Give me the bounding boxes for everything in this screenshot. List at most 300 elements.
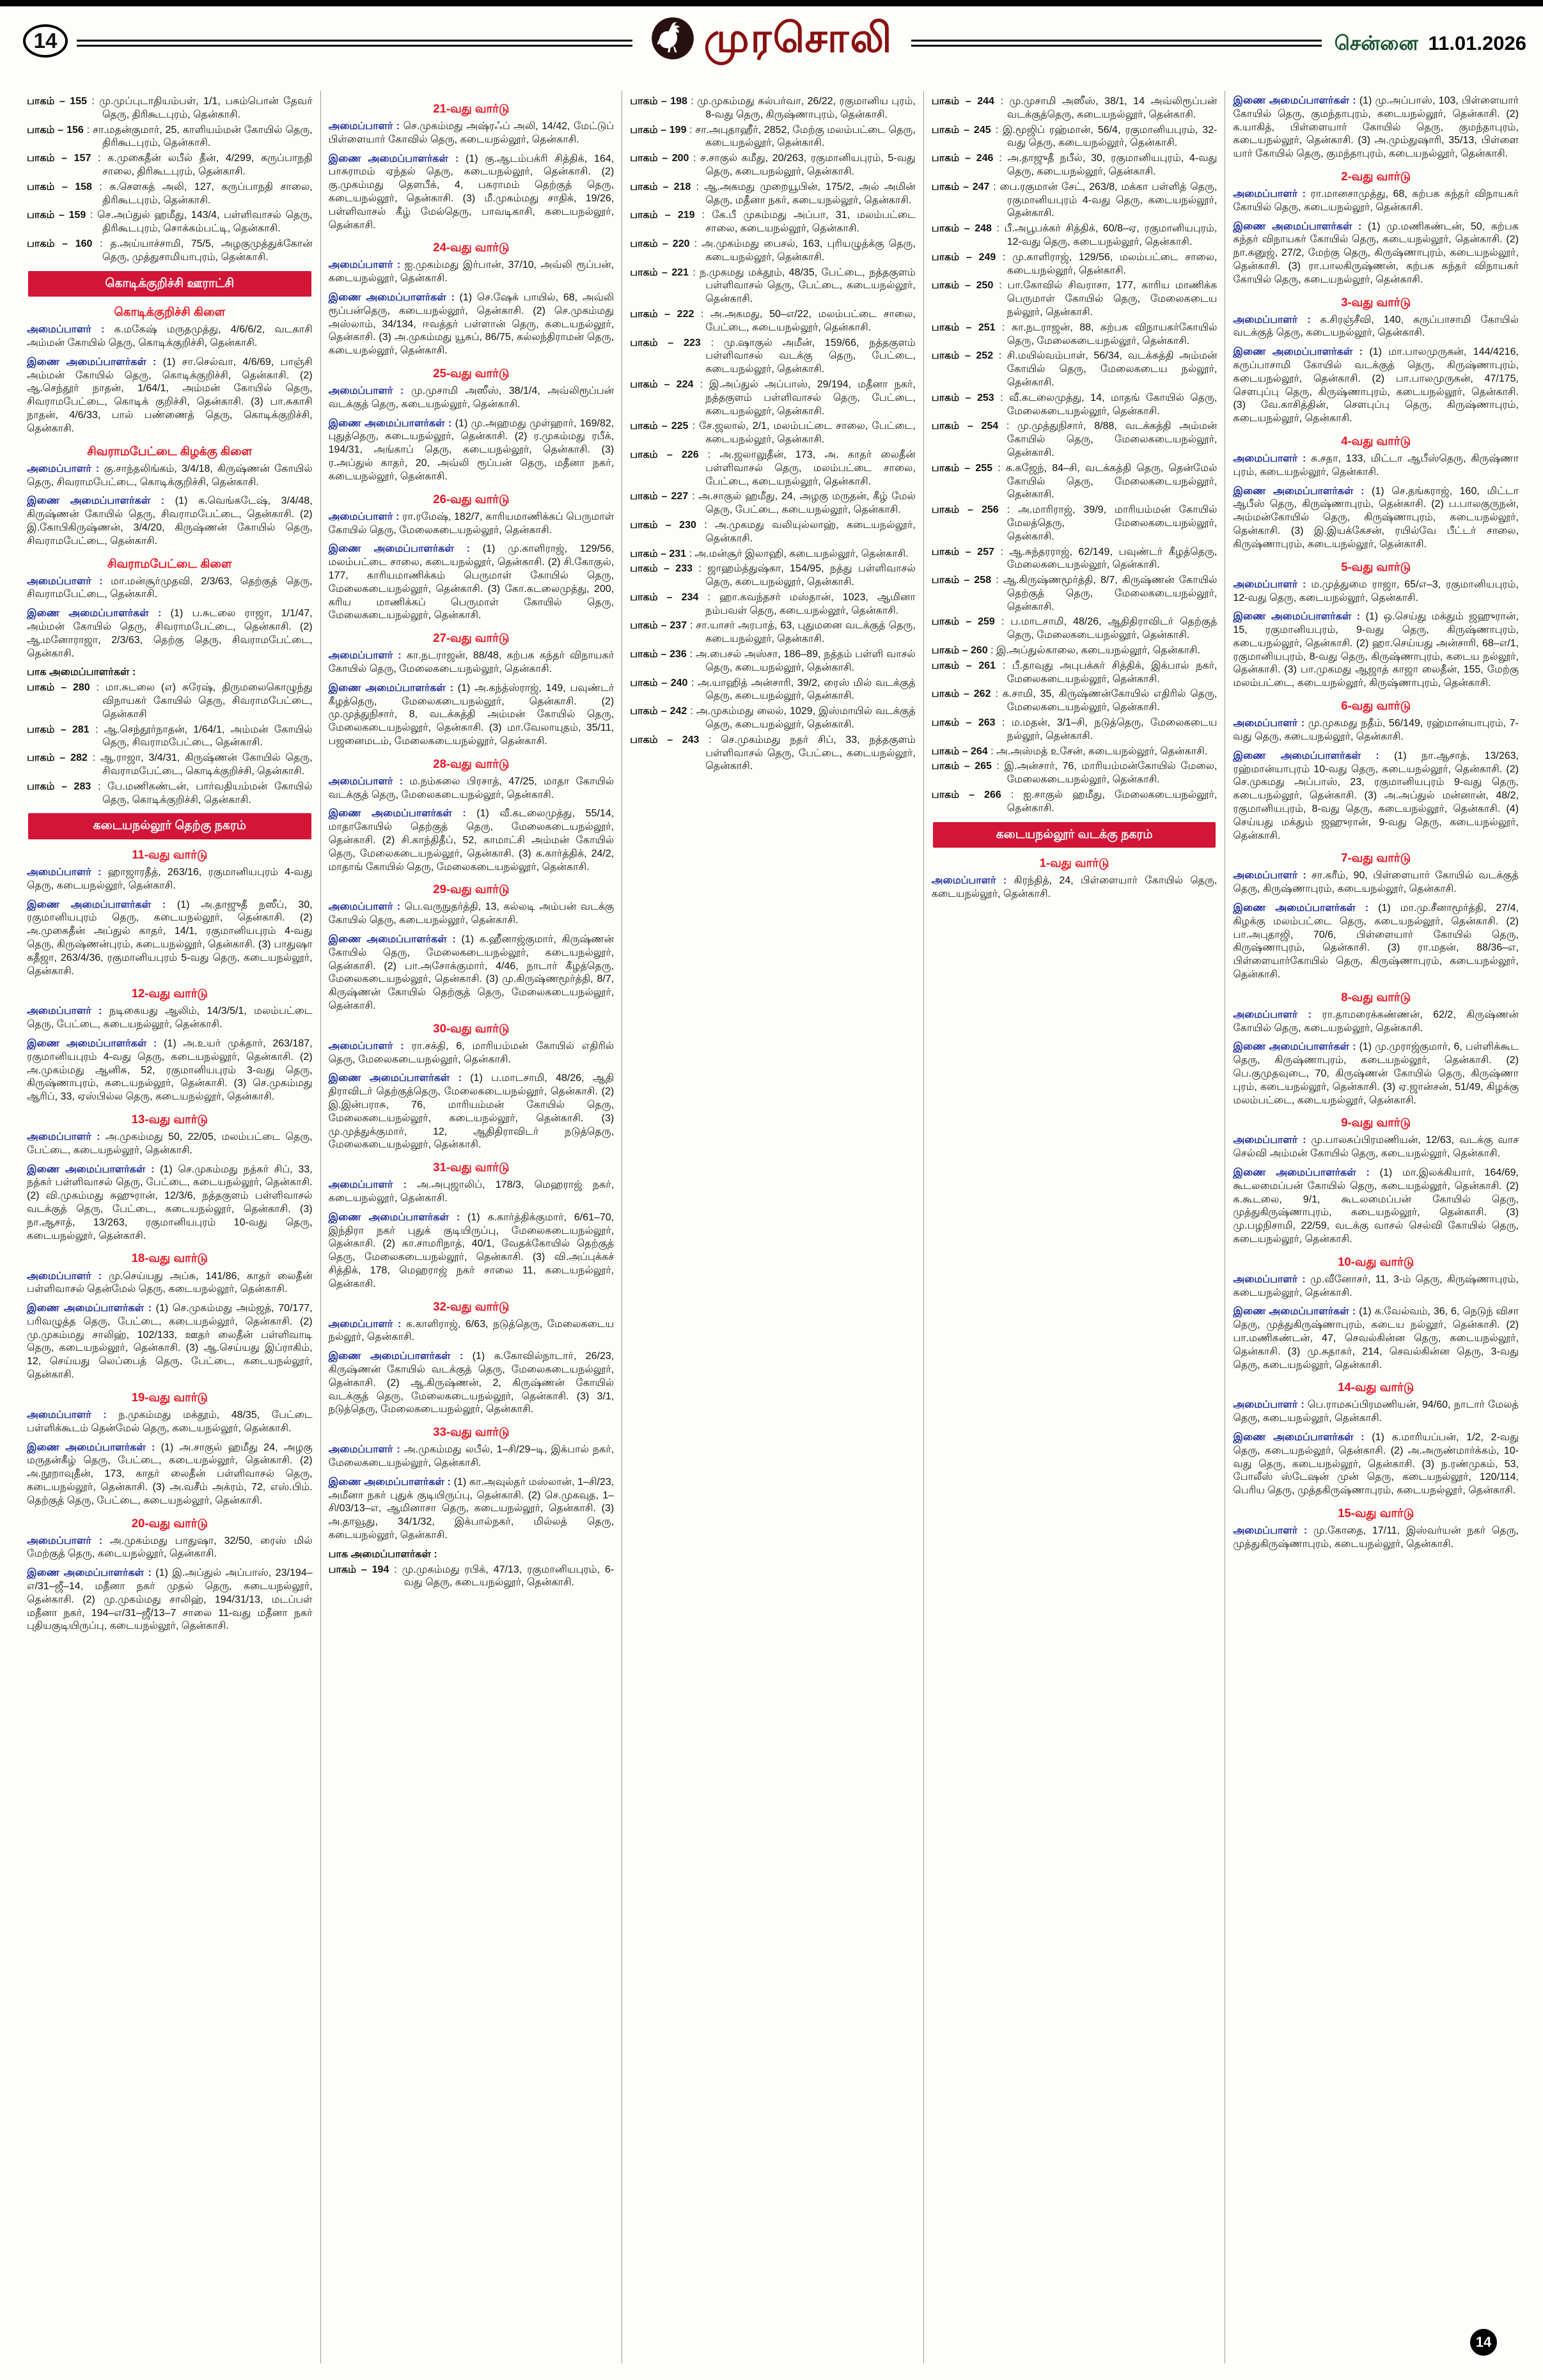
role-label: இணை அமைப்பாளர்கள் : xyxy=(328,1351,473,1362)
part-entry xyxy=(27,209,313,236)
part-number: பாகம் – 265 xyxy=(931,761,992,772)
role-label: இணை அமைப்பாளர்கள் : xyxy=(1233,1167,1380,1178)
column-4 xyxy=(923,91,1225,2363)
part-text: : பே.மணிகண்டன், பார்வதியம்மன் கோயில் தெரு, கொடிக்குறிச்சி, தென்காசி. xyxy=(91,781,313,805)
role-paragraph xyxy=(329,385,615,412)
part-text: : ஆ.அகமது முறையூபின், 175/2, அல் அமின் தெரு, மதீனா நகர், கடையநல்லூர், தென்காசி. xyxy=(691,181,916,206)
role-paragraph xyxy=(1233,221,1519,287)
part-text: : ஜாஹம்த்துஷ்கா, 154/95, நத்து பள்ளிவாசல் தெரு, கடையநல்லூர், தென்காசி. xyxy=(693,563,916,588)
role-text: அ.முகம்மது லபீல், 1–சி/29–டி, இக்பால் நகர், மேலைகடையநல்லூர், தென்காசி. xyxy=(328,1444,615,1469)
part-text: : அ.முகமது வலியுல்லாஹ், கடையநல்லூர், தென்காசி. xyxy=(696,519,916,544)
part-entry xyxy=(630,519,916,546)
part-entry xyxy=(932,181,1218,221)
role-label: அமைப்பாளர் : xyxy=(328,775,410,787)
role-text: பெ.வருநுதர்த்தி, 13, கல்லடி அம்பன் வடக்கு கோயில் தெரு, கடையநல்லூர், தென்காசி. xyxy=(328,901,615,926)
part-entry xyxy=(932,222,1218,249)
role-text: (1) க.கோவில்நாடார், 26/23, கிருஷ்ணன் கோயில் வடக்குத் தெரு, மேலைகடையநல்லூர், தென்காசி. (2) ஆ.கிருஷ்ணன், 2, கிருஷ்ணன் கோயில் வடக்குத் தெரு, மேலைகடையநல்லூர், தென்காசி. (3) 3/1, நடுத்தெரு, மேலைகடையநல்லூர், தென்காசி. xyxy=(328,1351,615,1415)
section-banner: கடையநல்லூர் தெற்கு நகரம் xyxy=(28,813,311,839)
part-number: பாகம் – 222 xyxy=(630,308,694,320)
role-paragraph xyxy=(329,1318,615,1345)
role-label: இணை அமைப்பாளர்கள் : xyxy=(328,808,477,820)
role-paragraph xyxy=(27,356,313,436)
part-text: : அ.ஜலாலுதீன், 173, அ. காதர் லைதீன் பள்ளிவாசல் தெரு, மலம்பட்டை சாலை, பேட்டை, கடையநல்லூர், தென்காசி. xyxy=(698,449,916,487)
role-label: இணை அமைப்பாளர்கள் : xyxy=(328,1476,454,1488)
role-text: ம.நம்சுலை பிரசாத், 47/25, மாதா கோயில் வடக்குத் தெரு, மேலைகடையநல்லூர், தென்காசி. xyxy=(328,775,615,800)
part-number: பாகம் – 280 xyxy=(27,682,90,694)
role-label: இணை அமைப்பாளர்கள் : xyxy=(328,933,462,945)
part-text: : க.சௌகத் அலி, 127, கருப்பாநதி சாலை, திரிகூடபுரம், தென்காசி. xyxy=(91,181,313,206)
part-text: : சா.யாசர் அரபாத், 63, புதுமனை வடக்குத் தெரு, கடையநல்லூர், தென்காசி. xyxy=(687,620,916,645)
part-entry xyxy=(630,337,916,377)
role-text: மு.செய்யது அப்சு, 141/86, காதர் லைதீன் பள்ளிவாசல் தென்மேல் தெரு, கடையநல்லூர், தென்காசி. xyxy=(27,1270,313,1295)
part-entry xyxy=(27,681,313,721)
role-label: அமைப்பாளர் : xyxy=(1233,189,1311,200)
part-number: பாகம் – 261 xyxy=(931,660,996,671)
role-label: அமைப்பாளர் : xyxy=(27,463,104,474)
ward-heading: 30-வது வார்டு xyxy=(433,1021,510,1035)
role-label: அமைப்பாளர் : xyxy=(27,575,111,587)
role-label: இணை அமைப்பாளர்கள் : xyxy=(1233,346,1370,358)
role-paragraph xyxy=(27,899,313,979)
page-number-badge xyxy=(23,24,68,58)
ward-heading: 26-வது வார்டு xyxy=(433,492,510,506)
part-entry xyxy=(932,789,1218,816)
role-label: அமைப்பாளர் : xyxy=(27,1535,110,1546)
part-number: பாகம் – 199 xyxy=(630,124,687,136)
role-paragraph xyxy=(1233,314,1519,341)
role-label: அமைப்பாளர் : xyxy=(328,1179,418,1191)
part-text: : அ.யாஹித் அன்சாரி, 39/2, ரைஸ் மில் வடக்குத் தெரு, கடையநல்லூர், தென்காசி. xyxy=(687,677,916,702)
role-paragraph xyxy=(27,1163,313,1243)
part-number: பாகம் – 200 xyxy=(630,153,689,164)
part-entry xyxy=(27,124,313,151)
role-label: இணை அமைப்பாளர்கள் : xyxy=(27,1567,156,1579)
part-number: பாகம் – 263 xyxy=(931,717,996,729)
role-paragraph xyxy=(932,875,1218,901)
role-paragraph xyxy=(27,1442,313,1508)
role-text: க.சிரஞ்சீவி, 140, கருப்பாசாமி கோயில் வடக்குத் தெரு, கடையநல்லூர், தென்காசி. xyxy=(1233,314,1519,339)
part-number: பாகம் – 233 xyxy=(630,563,693,575)
role-label: இணை அமைப்பாளர்கள் : xyxy=(27,1303,156,1314)
role-paragraph xyxy=(1233,1041,1519,1107)
column-1 xyxy=(19,91,320,2363)
role-text: (1) அ.கந்த்ஸ்ராஜ், 149, பவுண்டர் கீழத்தெரு, மேலைகடையநல்லூர், தென்காசி. (2) மு.முத்துநிசார், 8, வடக்கத்தி அம்மன் கோயில் தெரு, மேலைகடையநல்லூர், தென்காசி. (3) மா.வேலாயுதம், 35/11, பஜனைமடம், மேலைகடையநல்லூர், தென்காசி. xyxy=(328,682,615,747)
role-label: இணை அமைப்பாளர்கள் : xyxy=(27,1442,161,1453)
role-paragraph xyxy=(27,495,313,548)
column-2 xyxy=(320,91,622,2363)
role-label: அமைப்பாளர் : xyxy=(328,121,403,132)
role-text: மு.பாலசுப்பிரமணியன், 12/63, வடக்கு வாச செல்வி அம்மன் கோயில் தெரு, கடையநல்லூர், தென்காசி. xyxy=(1233,1135,1519,1160)
role-text: (1) வீ.கடலைமுத்து, 55/14, மாதாகோயில் தெற்குத் தெரு, மேலைகடையநல்லூர், தென்காசி. (2) சி.காந்திதீப், 52, காமாட்சி அம்மன் கோயில் தெரு, மேலைகடையநல்லூர், தென்காசி. (3) க.கார்த்திக், 24/2, மாதாங் கோயில் தெரு, மேலைகடையநல்லூர், தென்காசி. xyxy=(328,808,615,873)
role-label: அமைப்பாளர் : xyxy=(328,511,403,522)
part-entry xyxy=(932,392,1218,419)
role-text: (1) மா.இலக்கியார், 164/69, கூடலமைப்பன் கோயில் தெரு, கடையநல்லூர், தென்காசி. (2) க.கூடலை, 9/1, கூடலமைப்பன் கோயில் தெரு, முத்துகிருஷ்ணாபுரம், கடையநல்லூர், தென்காசி. (3) மு.பழநிசாமி, 22/59, வடக்கு வாசல் செல்வி கோயில் தெரு, கடையநல்லூர், தென்காசி. xyxy=(1233,1167,1519,1245)
part-text: : மு.முகம்மது கல்பர்வா, 26/22, ரகுமானிய புரம், 8-வது தெரு, கிருஷ்ணாபுரம், தென்காசி. xyxy=(687,96,916,120)
ward-heading: 13-வது வார்டு xyxy=(131,1112,208,1126)
part-entry xyxy=(630,378,916,418)
role-label: அமைப்பாளர் : xyxy=(27,324,114,336)
part-entry xyxy=(932,546,1218,573)
ward-heading: 15-வது வார்டு xyxy=(1338,1506,1414,1520)
role-text: (1) மா.மு.சீனாமூர்த்தி, 27/4, கிழக்கு மலம்பட்டை தெரு, கடையநல்லூர், தென்காசி. (2) பா.அபுதாஜி, 70/6, பிள்ளையார் கோயில் தெரு, கிருஷ்ணாபுரம், தென்காசி. (3) ரா.மதன், 88/36–எ, பிள்ளையார்கோயில் தெரு, கிருஷ்ணாபுரம், கடையநல்லூர், தென்காசி. xyxy=(1233,902,1519,980)
role-paragraph xyxy=(1233,1431,1519,1498)
role-text: (1) மா.பாலமுருகன், 144/4216, கருப்பாசாமி கோயில் வடக்குத் தெரு, கிருஷ்ணாபுரம், கடையநல்லூர், தென்காசி. (2) பா.பாலமுருகன், 47/175, செளபுப்பு தெரு, கிருஷ்ணாபுரம், கடையநல்லூர், தென்காசி. (3) வே.காசித்தின், செளபுப்பு தெரு, கிருஷ்ணாபுரம், கடையநல்லூர், தென்காசி. xyxy=(1233,346,1519,424)
ward-heading: 19-வது வார்டு xyxy=(131,1390,208,1404)
columns xyxy=(19,91,1526,2363)
role-text: (1) அ.உயர் முக்தார், 263/187, ரகுமானியபுரம் 4-வது தெரு, கடையநல்லூர், தென்காசி. (2) அ.முகம்மது ஆனிசு, 52, ரகுமானியபுரம் 3-வது தெரு, கிருஷ்ணாபுரம், கடையநல்லூர், தென்காசி. (3) செ.முகம்மது ஆரிப், 33, ஏஸ்பில்ல தெரு, கடையநல்லூர், தென்காசி. xyxy=(27,1038,313,1103)
ward-heading: 27-வது வார்டு xyxy=(433,631,510,645)
role-paragraph xyxy=(1233,1273,1519,1300)
part-entry xyxy=(630,95,916,122)
role-paragraph xyxy=(27,575,313,602)
edition-date-value: 11.01.2026 xyxy=(1428,32,1526,54)
role-text: மு.முகமது நதீம், 56/149, ரஹ்மான்யாபுரம், 7-வது தெரு, கடையநல்லூர், தென்காசி. xyxy=(1233,718,1519,742)
role-label: அமைப்பாளர் : xyxy=(1233,1135,1312,1146)
role-text: ரா.ரமேஷ், 182/7, காரியமாணிக்கப் பெருமாள் கோயில் தெரு, மேலைகடையநல்லூர், தென்காசி. xyxy=(328,511,615,536)
role-paragraph xyxy=(1233,188,1519,215)
ward-heading: 7-வது வார்டு xyxy=(1341,851,1411,865)
part-entry xyxy=(630,677,916,704)
ward-heading: 9-வது வார்டு xyxy=(1341,1116,1411,1130)
ward-heading: சிவராமபேட்டை கிளை xyxy=(107,556,232,570)
part-text: : இ.அன்சார், 76, மாரியம்மன்கோயில் மேலை, மேலைகடையநல்லூர், தென்காசி. xyxy=(991,761,1218,786)
role-text: (1) மு.அப்பாஸ், 103, பிள்ளையார் கோயில் தெரு, குமந்தாபுரம், கடையநல்லூர், தென்காசி. (2) க.யாகித், பிள்ளையார் கோயில் தெரு, குமந்தாபுரம், கடையநல்லூர், தென்காசி. (3) அ.மும்துஷாரி, 35/13, பிள்ளை யார் கோயில் தெரு, குமந்தாபுரம், கடையநல்லூர், தென்காசி. xyxy=(1233,95,1519,160)
part-text: : த.அய்யாச்சாமி, 75/5, அழகுமுத்துக்கோன் தெரு, முத்துசாமியாபுரம், தென்காசி. xyxy=(92,238,313,263)
part-text: : சி.மயில்வம்பாள், 56/34, வடக்கத்தி அம்மன் கோயில் தெரு, மேலைகடைய நல்லூர், தென்காசி. xyxy=(993,350,1218,388)
part-entry xyxy=(932,350,1218,389)
role-label: இணை அமைப்பாளர்கள் : xyxy=(27,495,175,507)
part-entry xyxy=(27,752,313,779)
role-label: இணை அமைப்பாளர்கள் : xyxy=(328,682,458,694)
part-entry xyxy=(932,688,1218,715)
role-paragraph xyxy=(329,1179,615,1206)
part-number: பாகம் – 158 xyxy=(27,181,92,192)
part-text: : மு.காளிராஜ், 129/56, மலம்பட்டை சாலை, கடையநல்லூர், தென்காசி. xyxy=(996,251,1218,276)
part-number: பாகம் – 194 xyxy=(328,1564,389,1575)
role-label: இணை அமைப்பாளர்கள் : xyxy=(27,608,171,619)
role-label: இணை அமைப்பாளர்கள் : xyxy=(328,292,460,304)
part-entry xyxy=(630,591,916,618)
part-number: பாகம் – 240 xyxy=(630,677,688,688)
role-label: இணை அமைப்பாளர்கள் : xyxy=(328,1211,468,1223)
role-label: அமைப்பாளர் : xyxy=(1233,1273,1311,1285)
role-text: (1) இ.அப்துல் அப்பாஸ், 23/194–எ/31–ஜீ–14, மதீனா நகர் முதல் தெரு, கடையநல்லூர், தென்காசி. (2) மு.முகம்மது சாலிஹ், 194/31/13, மடப்பள் மதீனா நகர், 194–எ/31–ஜீ/13–7 சாலை 11-வது மதீனா நகர் புதியகுடியிருப்பு, கடையநல்லூர், தென்காசி. xyxy=(27,1567,313,1632)
part-text: : இ.அப்துல்காலை, கடையநல்லூர், தென்காசி. xyxy=(987,645,1200,657)
role-text: ந.முகம்மது மக்தூம், 48/35, பேட்டை பள்ளிக்கூடம் தென்மேல் தெரு, கடையநல்லூர், தென்காசி. xyxy=(27,1409,313,1434)
role-text: (1) க.மாரியப்பன், 1/2, 2-வது தெரு, கடையநல்லூர், தென்காசி. (2) அ.அருண்மார்க்கம், 10-வது தெரு, கடையநல்லூர், தென்காசி. (3) ந.ரண்முகம், 53, போலீஸ் ஸ்டேஷன் முன் தெரு, கடையநல்லூர், 120/114, பெரிய தெரு, முத்தகிருஷ்ணாபுரம், கடையநல்லூர், தென்காசி. xyxy=(1233,1432,1519,1497)
ward-heading: 24-வது வார்டு xyxy=(433,240,510,254)
column-5 xyxy=(1225,91,1526,2363)
part-entry xyxy=(329,1564,615,1591)
part-number: பாகம் – 246 xyxy=(931,153,994,164)
role-paragraph xyxy=(27,1409,313,1436)
role-text: (1) செ.முகம்மது அம்ஜத், 70/177, பரிவழுத்த தெரு, பேட்டை, கடையநல்லூர், தென்காசி. (2) மு.முகம்மது சாலிஹ், 102/133, ஊதர் லைதீன் பள்ளிவாடி தெரு, கடையநல்லூர், தென்காசி. (3) ஆ.செய்யது இப்ராகிம், 12, செய்யது லெப்பைத் தெரு, பேட்டை, கடையநல்லூர், தென்காசி. xyxy=(27,1303,313,1381)
part-number: பாகம் – 260 xyxy=(931,645,988,657)
part-text: : அ.முகம்மது பைசல், 163, புரியழுத்க்கு தெரு, கடையநல்லூர், தென்காசி. xyxy=(689,238,916,263)
role-label: அமைப்பாளர் : xyxy=(931,875,1014,887)
part-text: : ஆ.ராஜா, 3/4/31, கிருஷ்ணன் கோயில் தெரு, சிவராமபேட்டை, கொடிக்குறிச்சி, தென்காசி. xyxy=(87,752,313,777)
part-entry xyxy=(630,308,916,335)
part-number: பாகம் – 249 xyxy=(931,251,996,263)
role-label: அமைப்பாளர் : xyxy=(27,1409,119,1420)
part-number: பாகம் – 224 xyxy=(630,378,694,390)
role-text: செ.முகம்மது அஷ்ரஃப் அலி, 14/42, மேட்டுப் பிள்ளையார் கோவில் தெரு, கடையநல்லூர், தென்காசி. xyxy=(328,121,615,145)
role-label: இணை அமைப்பாளர்கள் : xyxy=(328,543,483,555)
role-label: அமைப்பாளர் : xyxy=(1233,870,1312,882)
part-text: : இ.மூஜிப் ரஹ்மான், 56/4, ரகுமானியபுரம், 32-வது தெரு, கடையநல்லூர், தென்காசி. xyxy=(991,124,1218,149)
role-paragraph xyxy=(1233,1305,1519,1372)
role-label: அமைப்பாளர் : xyxy=(328,1318,406,1330)
part-text: : பை.ரகுமான் சேட், 263/8, மக்கா பள்ளித் தெரு, ரகுமானியபுரம் 4-வது தெரு, கடையநல்லூர், தென்காசி. xyxy=(989,181,1218,219)
part-entry xyxy=(932,152,1218,179)
role-label: அமைப்பாளர் : xyxy=(27,1270,109,1282)
role-paragraph xyxy=(329,901,615,928)
part-text: : கா.நடராஜன், 88, கற்பக விநாயகர்கோயில் தெரு, மேலைகடையநல்லூர், தென்காசி. xyxy=(995,322,1218,346)
role-paragraph xyxy=(329,807,615,874)
role-paragraph xyxy=(329,511,615,538)
top-border xyxy=(0,0,1543,6)
part-entry xyxy=(27,781,313,807)
role-paragraph xyxy=(329,1211,615,1291)
role-paragraph xyxy=(329,933,615,1013)
role-paragraph xyxy=(27,866,313,893)
role-label: இணை அமைப்பாளர்கள் : xyxy=(1233,902,1379,914)
role-paragraph xyxy=(329,153,615,233)
role-text: அ.முகம்மது பாதுஷா, 32/50, ரைஸ் மில் மேற்குத் தெரு, கடையநல்லூர், தென்காசி. xyxy=(27,1535,313,1560)
part-text: : பீ.தாவுது அபுபக்கர் சித்திக், இக்பால் நகர், மேலைகடையநல்லூர், தென்காசி. xyxy=(996,660,1218,685)
role-label: அமைப்பாளர் : xyxy=(27,867,108,878)
role-text: அ.முகம்மது 50, 22/05, மலம்பட்டை தெரு, பேட்டை, கடையநல்லூர், தென்காசி. xyxy=(27,1132,313,1156)
ward-heading: சிவராமபேட்டை கிழக்கு கிளை xyxy=(87,444,253,458)
role-paragraph xyxy=(1233,717,1519,744)
role-label: இணை அமைப்பாளர்கள் : xyxy=(1233,1041,1359,1053)
ward-heading: 3-வது வார்டு xyxy=(1341,295,1411,309)
role-paragraph xyxy=(1233,1009,1519,1036)
role-text: அ.அபுஜாலிப், 178/3, மெஹராஜ் நகர், கடையநல்லூர், தென்காசி. xyxy=(328,1179,615,1204)
part-text: : மு.முத்துநிசார், 8/88, வடக்கத்தி அம்மன் கோயில் தெரு, மேலைகடையநல்லூர், தென்காசி. xyxy=(998,421,1218,458)
role-paragraph xyxy=(27,1270,313,1297)
role-text: (1) மு.முராஜ்குமார், 6, பள்ளிக்கூட தெரு, கிருஷ்ணாபுரம், கடையநல்லூர், தென்காசி. (2) பெ.குமுதவுடை, 70, கிருஷ்ணன் கோயில் தெரு, கிருஷ்ணா புரம், கடையநல்லூர், தென்காசி. (3) ஏ.ஜான்சன், 51/49, கிழக்கு மலம்பட்டை, கடையநல்லூர், தென்காசி. xyxy=(1233,1041,1519,1106)
role-paragraph xyxy=(27,323,313,350)
role-text: (1) செ.ஷேக் பாயில், 68, அவ்லி ரூப்பன்தெரு, கடையநல்லூர், தென்காசி. (2) செ.முகம்மது அஸ்லாம், 34/134, ஈவத்தர் பள்ளான் தெரு, கடையநல்லூர், தென்காசி. (3) அ.முகம்மது யூசுப், 86/75, கல்லந்திராமன் தெரு, கடையநல்லூர், தென்காசி. xyxy=(328,292,615,357)
part-number: பாகம் – 230 xyxy=(630,519,696,531)
part-number: பாகம் – 245 xyxy=(931,124,991,136)
role-label: இணை அமைப்பாளர்கள் : xyxy=(27,899,177,910)
ward-heading: 12-வது வார்டு xyxy=(131,986,208,1000)
role-paragraph xyxy=(329,543,615,623)
part-number: பாகம் – 256 xyxy=(931,504,999,516)
role-label: அமைப்பாளர் : xyxy=(1233,1009,1322,1020)
role-label: அமைப்பாளர் : xyxy=(328,260,405,271)
part-entry xyxy=(932,644,1218,658)
role-text: கு.சாந்தலிங்கம், 3/4/18, கிருஷ்ணன் கோயில் தெரு, சிவராமபேட்டை, கொடிக்குறிச்சி, தென்காசி. xyxy=(27,463,313,488)
role-label: அமைப்பாளர் : xyxy=(328,901,405,913)
part-text: : சா.அபுதாஹீர், 2852, மேற்கு மலம்பட்டை தெரு, கடையநல்லூர், தென்காசி. xyxy=(686,124,916,149)
part-entry xyxy=(630,705,916,732)
part-text: : இ.அப்துல் அப்பாஸ், 29/194, மதீனா நகர், நத்தகுளம் பள்ளிவாசல் தெரு, பேட்டை, கடையநல்லூர், தென்காசி. xyxy=(693,378,916,417)
section-banner: கொடிக்குறிச்சி ஊராட்சி xyxy=(28,271,311,297)
part-entry xyxy=(932,616,1218,642)
part-entry xyxy=(630,152,916,179)
part-number: பாகம் – 248 xyxy=(931,223,992,235)
role-paragraph xyxy=(1233,579,1519,605)
role-paragraph xyxy=(1233,1399,1519,1426)
part-entry xyxy=(27,238,313,265)
masthead-title: முரசொலி xyxy=(703,15,893,61)
role-text: க.காளிராஜ், 6/63, நடுத்தெரு, மேலைகடைய நல்லூர், தென்காசி. xyxy=(328,1318,615,1343)
part-number: பாகம் – 221 xyxy=(630,267,689,278)
role-paragraph xyxy=(329,682,615,749)
part-number: பாகம் – 258 xyxy=(931,575,992,586)
part-number: பாகம் – 252 xyxy=(931,350,994,362)
ward-heading: 21-வது வார்டு xyxy=(433,102,510,115)
part-entry xyxy=(932,124,1218,151)
part-text: : க.கஜேந், 84–சி, வடக்கத்தி தெரு, தென்மேல் கோயில் தெரு, மேலைகடையநல்லூர், தென்காசி. xyxy=(992,462,1218,501)
role-paragraph xyxy=(329,649,615,676)
role-paragraph xyxy=(329,292,615,358)
part-text: : பீ.அபூபக்கர் சித்திக், 60/8–ஏ, ரகுமானியபுரம், 12-வது தெரு, கடையநல்லூர், தென்காசி. xyxy=(991,223,1218,247)
role-label: அமைப்பாளர் : xyxy=(328,1040,412,1052)
part-text: : ஆ.சுந்தரராஜ், 62/149, பவுண்டர் கீழத்தெரு, மேலைகடையநல்லூர், தென்காசி. xyxy=(994,546,1218,571)
role-label: இணை அமைப்பாளர்கள் : xyxy=(1233,485,1372,497)
part-text: : மு.முசாமி அஸீஸ், 38/1, 14 அவ்லிரூப்பன் வடக்குத்தெரு, கடையநல்லூர், தென்காசி. xyxy=(994,96,1218,120)
ward-heading: 20-வது வார்டு xyxy=(131,1516,208,1530)
role-paragraph xyxy=(1233,902,1519,982)
part-text: : ப.மாடசாமி, 48/26, ஆதிதிராவிடர் தெற்குத் தெரு, மேலைகடையநல்லூர், தென்காசி. xyxy=(994,616,1218,641)
role-text: ரா.மானசாமுத்து, 68, கற்பக கந்தர் விநாயகர் கோயில் தெரு, கடையநல்லூர், தென்காசி. xyxy=(1233,189,1519,213)
role-paragraph xyxy=(329,1040,615,1067)
ward-heading: 25-வது வார்டு xyxy=(433,366,510,380)
role-text: (1) ப.மாடசாமி, 48/26, ஆதி திராவிடர் தெற்குத்தெரு, மேலைகடையநல்லூர், தென்காசி. (2) இ.இன்பராசு, 76, மாரியம்மன் கோயில் தெரு, மேலைகடையநல்லூர், கடையநல்லூர், தென்காசி. (3) மு.முத்துக்குமார், 12, ஆதிதிராவிடர் நடுத்தெரு, மேலைகடையநல்லூர், தென்காசி. xyxy=(328,1073,615,1151)
ward-heading: 11-வது வார்டு xyxy=(132,847,208,861)
ward-heading: 1-வது வார்டு xyxy=(1039,856,1109,870)
part-number: பாகம் – 234 xyxy=(630,591,699,603)
page-number: 14 xyxy=(33,29,58,52)
role-text: நடிகையது ஆலிம், 14/3/5/1, மலம்பட்டை தெரு, பேட்டை, கடையநல்லூர், தென்காசி. xyxy=(27,1006,313,1031)
role-text: (1) செ.தங்கராஜ், 160, மிட்டா ஆபீஸ் தெரு, கிருஷ்ணாபுரம், தென்காசி. (2) ப.பாலகுருநன், அம்மன்கோயில் தெரு, கிருஷ்ணாபுரம், கடையநல்லூர், தென்காசி. (3) இ.இயக்கேசன், ரயில்வே பீட்டர் சாலை, கிருஷ்ணாபுரம், கடையநல்லூர், தென்காசி. xyxy=(1233,485,1519,550)
role-text: மு.முசாமி அஸீஸ், 38/1/4, அவ்லிரூப்பன் வடக்குத் தெரு, கடையநல்லூர், தென்காசி. xyxy=(328,385,615,410)
part-text: : ஹா.கவந்தசர் மஸ்தான், 1023, ஆமினா நம்பவள் தெரு, கடையநல்லூர், தென்காசி. xyxy=(698,591,916,616)
ward-heading: 14-வது வார்டு xyxy=(1338,1380,1414,1394)
part-entry xyxy=(630,490,916,517)
ward-heading: 33-வது வார்டு xyxy=(433,1425,510,1439)
part-text: : ந.முகமது மக்தூம், 48/35, பேட்டை, நத்தகுளம் பள்ளிவாசல் தெரு, பேட்டை, கடையநல்லூர், தென்காசி. xyxy=(688,267,916,305)
ward-heading: 28-வது வார்டு xyxy=(433,756,510,770)
part-text: : க.முகைதீன் லபீல் தீன், 4/299, கருப்பாநதி சாலை, திரிகூடபுரம், தென்காசி. xyxy=(91,153,313,177)
ward-heading: 2-வது வார்டு xyxy=(1341,169,1411,183)
role-text: (1) க.வேல்வம், 36, 6, நெடுந் விசா தெரு, முத்துகிருஷ்ணாபுரம், கடைய நல்லூர், தென்காசி. (2) பா.மணிகண்டன், 47, செவல்கின்ன தெரு, கடையநல்லூர், தென்காசி. (3) மு.சுதாகர், 214, செவல்கின்ன தெரு, 3-வது தெரு, கடையநல்லூர், தென்காசி. xyxy=(1233,1306,1519,1371)
role-text: (1) நா.ஆசாத், 13/263, ரஹ்மான்யாபுரம் 10-வது தெரு, கடையநல்லூர், தென்காசி. (2) செ.முகமது அப்பாஸ், 23, ரகுமானியபுரம் 9-வது தெரு, கடையநல்லூர், தென்காசி. (3) அ.அப்துல் மன்னான், 48/2, ரகுமானியபுரம், 8-வது தெரு, கடையநல்லூர், தென்காசி. (4) செய்யது மக்தும் ஜஹுரான், 9-வது தெரு, கடையநல்லூர், தென்காசி. xyxy=(1233,750,1519,841)
role-label: அமைப்பாளர் : xyxy=(328,385,412,397)
part-text: : ஆ.கிருஷ்ணமூர்த்தி, 8/7, கிருஷ்ணன் கோயில் தெற்குத் தெரு, மேலைகடையநல்லூர், தென்காசி. xyxy=(991,575,1218,612)
part-text: : மு.முப்புடாதியம்பள், 1/1, பசும்பொன் தேவர் தெரு, திரிகூடபுரம், தென்காசி. xyxy=(86,96,313,120)
role-text: (1) ஒ.செய்து மக்தும் ஜஹுரான், 15, ரகுமானியபுரம், 9-வது தெரு, கிருஷ்ணாபுரம், கடையநல்லூர், தென்காசி. (2) ஹா.செய்யது அன்சாரி, 68–எ/1, ரகுமானியபுரம், 8-வது தெரு, கிருஷ்ணாபுரம், கடைய நல்லூர், தென்காசி. (3) பா.முகமது ஆஜாத் காஜா லைதீன், 155, மேற்கு மலம்பட்டை, கடையநல்லூர், கிருஷ்ணாபுரம், தென்காசி. xyxy=(1233,611,1519,689)
role-text: (1) மு.காளிராஜ், 129/56, மலம்பட்டை சாலை, கடையநல்லூர், தென்காசி. (2) சி.கோகுல், 177, காரியமாணிக்கம் பெருமாள் கோயில் தெரு, மேலைகடையநல்லூர், தென்காசி. (3) கோ.கடலைமுத்து, 200, கரிய மாணிக்கப் பெருமாள் கோயில் தெரு, மேலைகடையநல்லூர், தென்காசி. xyxy=(328,543,615,621)
role-paragraph xyxy=(1233,611,1519,690)
part-text: : க.சாமி, 35, கிருஷ்ணன்கோயில் எதிரில் தெரு, மேலைகடையநல்லூர், தென்காசி. xyxy=(991,688,1218,713)
part-number: பாகம் – 218 xyxy=(630,181,691,192)
part-entry xyxy=(630,548,916,561)
role-label: அமைப்பாளர் : xyxy=(1233,314,1320,325)
part-text: : கே.பீ முகம்மது அப்பா, 31, மலம்பட்டை சாலை, கடையநல்லூர், தென்காசி. xyxy=(694,210,916,235)
role-text: (1) கா.அவுல்தர் மஸ்லான், 1–சி/23, அமீனா நகர் புதுக் குடியிருப்பு, தென்காசி. (2) செ.முகவுத, 1–சி/03/13–எ, ஆமினாசா தெரு, கடையநல்லூர், தென்காசி. (3) அ.தாவூது, 34/1/32, இக்பால்நகர், மில்லத் தெரு, கடையநல்லூர், தென்காசி. xyxy=(328,1476,615,1541)
role-label: இணை அமைப்பாளர்கள் : xyxy=(1233,221,1368,232)
role-paragraph xyxy=(329,1476,615,1543)
part-entry xyxy=(630,124,916,151)
role-text: (1) மு.அஹமது முள்ஹார், 169/82, புதுத்தெரு, கடையநல்லூர், தென்காசி. (2) ர.முகம்மது ரபீக், 194/31, அங்காப் தெரு, கடையநல்லூர், தென்காசி. (3) ர.அப்துல் காதர், 20, அவ்லி ரூப்பன் தெரு, மதீனா நகர், கடையநல்லூர், தென்காசி. xyxy=(328,417,615,482)
role-paragraph xyxy=(1233,1525,1519,1552)
ward-heading: 32-வது வார்டு xyxy=(433,1299,510,1313)
role-label: அமைப்பாளர் : xyxy=(1233,1525,1313,1537)
part-text: : அ.அஸ்மத் உசேன், கடையநல்லூர், தென்காசி. xyxy=(987,745,1208,757)
role-label: அமைப்பாளர் : xyxy=(27,1006,109,1017)
role-label: அமைப்பாளர் : xyxy=(1233,453,1312,465)
role-paragraph xyxy=(27,1038,313,1104)
role-text: க.மகேஷ் மருதமுத்து, 4/6/6/2, வடகாசி அம்மன் கோயில் தெரு, கொடிக்குறிச்சி, தென்காசி. xyxy=(27,324,313,349)
part-text: : ச.சாகுல் கமீது, 20/263, ரகுமானியபுரம், 5-வது தெரு, கடையநல்லூர், தென்காசி. xyxy=(689,153,916,177)
part-entry xyxy=(630,267,916,306)
role-text: மு.கோதை, 17/11, இஸ்வர்யன் நகர் தெரு, முத்துகிருஷ்ணாபுரம், கடையநல்லூர், தென்காசி. xyxy=(1233,1525,1519,1550)
part-text: : செ.முகம்மது நதர் சிப், 33, நத்தகுளம் பள்ளிவாசல் தெரு, பேட்டை, கடையநல்லூர், தென்காசி. xyxy=(699,734,916,772)
part-number: பாகம் – 282 xyxy=(27,752,88,764)
part-entry xyxy=(27,724,313,751)
role-label: இணை அமைப்பாளர்கள் : xyxy=(27,1038,164,1050)
part-entry xyxy=(630,563,916,589)
part-number: பாகம் – 255 xyxy=(931,462,993,474)
part-text: : அ.பைசல் அஸ்சா, 186–89, நத்தம் பள்ளி வாசல் தெரு, கடையநல்லூர், தென்காசி. xyxy=(686,649,916,673)
role-paragraph xyxy=(329,1072,615,1152)
ward-heading: கொடிக்குறிச்சி கிளை xyxy=(114,305,226,319)
part-number: பாகம் – 250 xyxy=(931,280,994,292)
footer-page-number: 14 xyxy=(1475,2334,1492,2350)
role-text: ரா.தாமரைக்கண்ணன், 62/2, கிருஷ்ணன் கோயில் தெரு, கடையநல்லூர், தென்காசி. xyxy=(1233,1009,1519,1034)
role-label: இணை அமைப்பாளர்கள் : xyxy=(1233,1432,1372,1443)
part-entry xyxy=(27,181,313,208)
part-number: பாகம் – 226 xyxy=(630,449,699,460)
part-number: பாகம் – 227 xyxy=(630,491,689,502)
part-number: பாகம் – 253 xyxy=(931,392,994,403)
role-paragraph xyxy=(329,417,615,484)
part-number: பாகம் – 223 xyxy=(630,337,701,348)
part-text: : அ.தாஜுதீ நபீல், 30, ரகுமானியபுரம், 4-வது தெரு, கடையநல்லூர், தென்காசி. xyxy=(993,153,1218,177)
part-text: : ஆ.செந்தூர்நாதன், 1/64/1, அம்மன் கோயில் தெரு, சிவராமபேட்டை, தென்காசி. xyxy=(89,724,313,749)
part-entry xyxy=(630,648,916,675)
part-text: : அ.அகமது, 50–எ/22, மலம்பட்டை சாலை, பேட்டை, கடையநல்லூர், தென்காசி. xyxy=(694,308,916,333)
role-label: இணை அமைப்பாளர்கள் : xyxy=(328,153,466,164)
part-entry xyxy=(27,152,313,179)
role-label: அமைப்பாளர் : xyxy=(1233,718,1308,729)
sub-label: பாக அமைப்பாளர்கள் : xyxy=(328,1548,437,1560)
role-text: (1) மு.மணிகண்டன், 50, கற்பக கந்தர் விநாயகர் கோயில் தெரு, கடையநல்லூர், தென்காசி. (2) நா.கனுஜ், 27/2, மேற்கு தெரு, கிருஷ்ணாபுரம், கடையநல்லூர், தென்காசி. (3) ரா.பாலகிருஷ்ணன், கற்பக கந்தர் விநாயகர் கோயில் தெரு, கடையநல்லூர், தென்காசி. xyxy=(1233,221,1519,285)
section-banner: கடையநல்லூர் வடக்கு நகரம் xyxy=(933,822,1216,848)
part-number: பாகம் – 219 xyxy=(630,210,695,221)
role-paragraph xyxy=(27,1005,313,1032)
role-text: மா.மன்சூர்முதவி, 2/3/63, தெற்குத் தெரு, சிவராமபேட்டை, தென்காசி. xyxy=(27,575,313,600)
role-text: பெ.ராமசுப்பிரமணியன், 94/60, நாடார் மேலத் தெரு, கடையநல்லூர், தென்காசி. xyxy=(1233,1399,1519,1424)
role-paragraph xyxy=(27,1302,313,1382)
ward-heading: 8-வது வார்டு xyxy=(1341,990,1411,1004)
ward-heading: 4-வது வார்டு xyxy=(1341,434,1411,448)
part-entry xyxy=(932,574,1218,614)
role-text: ஐ.முகம்மது இர்பான், 37/10, அவ்லி ரூப்பன், கடையநல்லூர், தென்காசி. xyxy=(328,260,615,284)
role-text: க.சதா, 133, மிட்டா ஆபீஸ்தெரு, கிருஷ்ணா புரம், கடையநல்லூர், தென்காசி. xyxy=(1233,453,1519,478)
role-label: அமைப்பாளர் : xyxy=(328,1444,404,1456)
part-text: : பா.கோவில் சிவராசா, 177, காரிய மாணிக்க பெருமாள் கோயில் தெரு, மேலைகடைய நல்லூர், தென்காசி. xyxy=(993,280,1218,318)
role-label: அமைப்பாளர் : xyxy=(1233,579,1312,590)
part-entry xyxy=(27,95,313,122)
ward-heading: 6-வது வார்டு xyxy=(1341,699,1411,713)
part-number: பாகம் – 237 xyxy=(630,620,687,632)
